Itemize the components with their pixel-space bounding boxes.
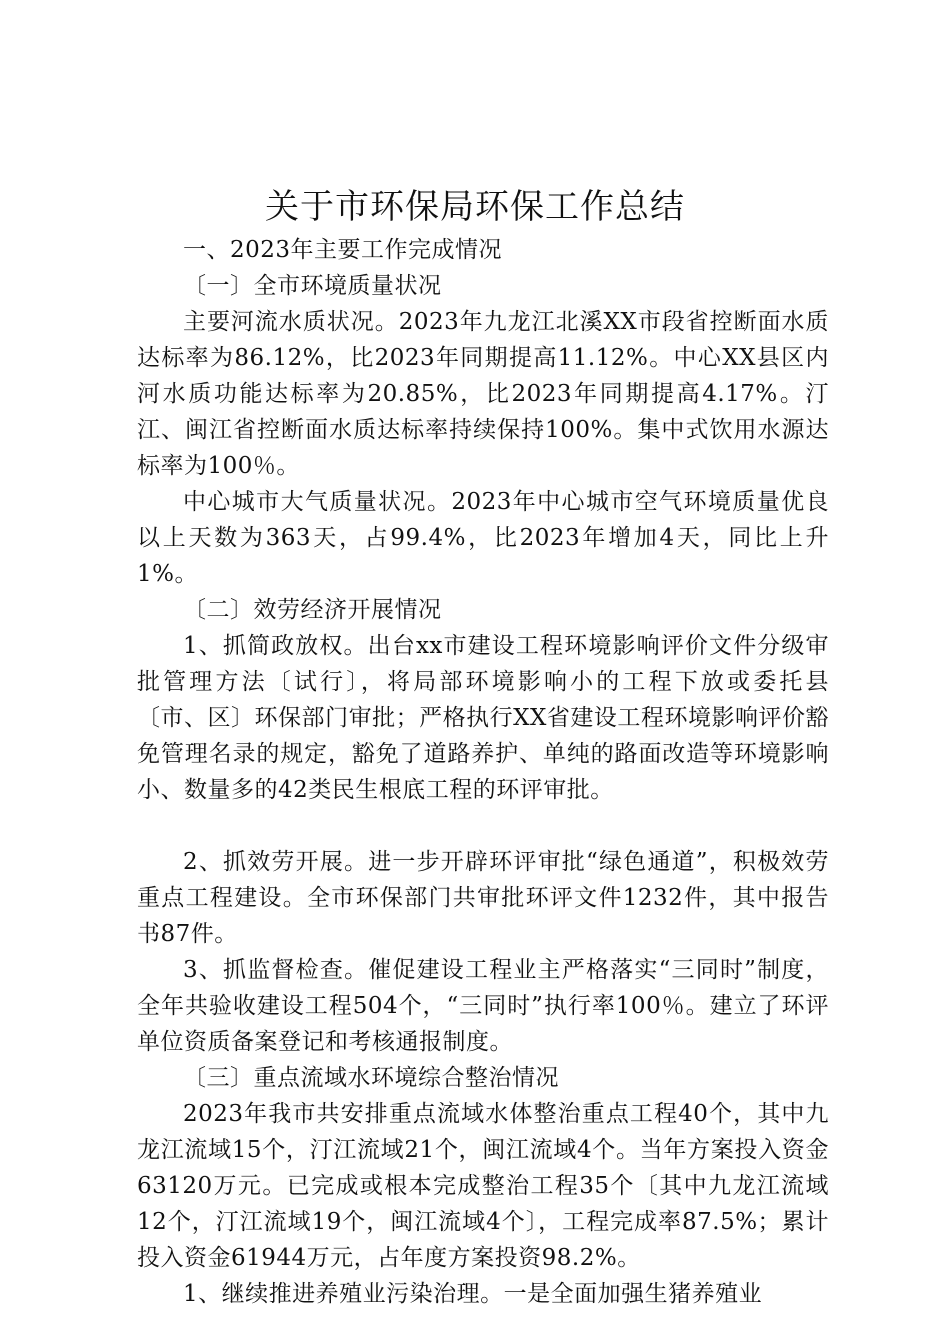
- paragraph: 1、抓简政放权。出台xx市建设工程环境影响评价文件分级审批管理方法〔试行〕，将局部环境影响小的工程下放或委托县〔市、区〕环保部门审批；严格执行XX省建设工程环境影响评价豁免管理名录的规定，豁免了道路养护、单纯的路面改造等环境影响小、数量多的42类民生根底工程的环评审批。: [137, 633, 829, 803]
- paragraph: 主要河流水质状况。2023年九龙江北溪XX市段省控断面水质达标率为86.12%，比2023年同期提高11.12%。中心XX县区内河水质功能达标率为20.85%，比2023年同期提高4.17%。汀江、闽江省控断面水质达标率持续保持100%。集中式饮用水源达标率为100％。: [137, 309, 829, 479]
- document-title: 关于市环保局环保工作总结: [265, 187, 685, 227]
- subsection-heading: 〔一〕全市环境质量状况: [183, 273, 442, 299]
- subsection-heading: 〔二〕效劳经济开展情况: [183, 597, 442, 623]
- paragraph: 3、抓监督检查。催促建设工程业主严格落实“三同时”制度，全年共验收建设工程504个，“三同时”执行率100％。建立了环评单位资质备案登记和考核通报制度。: [137, 957, 829, 1055]
- paragraph: 1、继续推进养殖业污染治理。一是全面加强生猪养殖业: [183, 1281, 763, 1307]
- section-heading: 一、2023年主要工作完成情况: [183, 237, 503, 263]
- document-body: [137, 232, 829, 1312]
- subsection-heading: 〔三〕重点流域水环境综合整治情况: [183, 1065, 559, 1091]
- paragraph: 2023年我市共安排重点流域水体整治重点工程40个，其中九龙江流域15个，汀江流域21个，闽江流域4个。当年方案投入资金63120万元。已完成或根本完成整治工程35个〔其中九龙江流域12个，汀江流域19个，闽江流域4个〕，工程完成率87.5%；累计投入资金61944万元，占年度方案投资98.2%。: [137, 1101, 829, 1271]
- paragraph: 2、抓效劳开展。进一步开辟环评审批“绿色通道”，积极效劳重点工程建设。全市环保部门共审批环评文件1232件，其中报告书87件。: [137, 849, 829, 947]
- paragraph: 中心城市大气质量状况。2023年中心城市空气环境质量优良以上天数为363天，占99.4%，比2023年增加4天，同比上升1%。: [137, 489, 829, 587]
